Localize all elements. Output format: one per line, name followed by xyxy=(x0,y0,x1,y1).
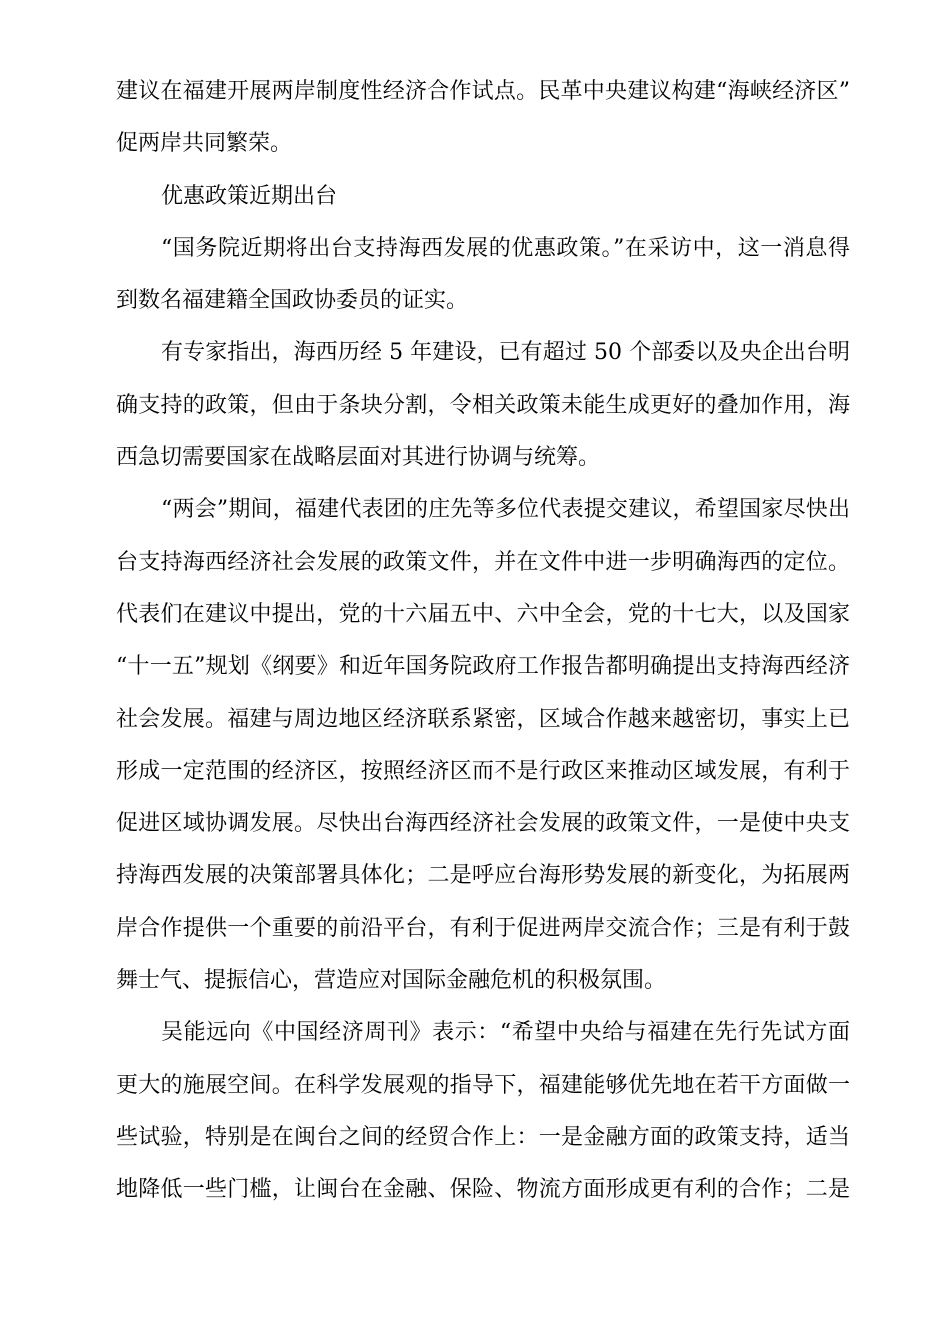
text-line: 岸合作提供一个重要的前沿平台，有利于促进两岸交流合作；三是有利于鼓 xyxy=(116,915,850,941)
text-line: 建议在福建开展两岸制度性经济合作试点。民革中央建议构建“海峡经济区” xyxy=(116,79,850,104)
text-line: 有专家指出，海西历经 5 年建设，已有超过 50 个部委以及央企出台明 xyxy=(161,340,850,366)
text-line: 形成一定范围的经济区，按照经济区而不是行政区来推动区域发展，有利于 xyxy=(116,758,850,784)
text-line: 确支持的政策，但由于条块分割，令相关政策未能生成更好的叠加作用，海 xyxy=(116,392,850,418)
text-line: 些试验，特别是在闽台之间的经贸合作上：一是金融方面的政策支持，适当 xyxy=(116,1124,850,1150)
text-line: 吴能远向《中国经济周刊》表示：“希望中央给与福建在先行先试方面 xyxy=(161,1020,850,1046)
section-heading: 优惠政策近期出台 xyxy=(161,183,338,209)
text-line: 促两岸共同繁荣。 xyxy=(116,131,293,157)
text-line: 西急切需要国家在战略层面对其进行协调与统筹。 xyxy=(116,445,601,471)
text-line: 更大的施展空间。在科学发展观的指导下，福建能够优先地在若干方面做一 xyxy=(116,1072,850,1098)
text-line: 到数名福建籍全国政协委员的证实。 xyxy=(116,288,469,314)
text-line: 代表们在建议中提出，党的十六届五中、六中全会，党的十七大，以及国家 xyxy=(116,601,850,627)
text-line: 台支持海西经济社会发展的政策文件，并在文件中进一步明确海西的定位。 xyxy=(116,549,850,575)
text-line: 地降低一些门槛，让闽台在金融、保险、物流方面形成更有利的合作；二是 xyxy=(116,1177,850,1203)
text-line: “国务院近期将出台支持海西发展的优惠政策。”在采访中，这一消息得 xyxy=(161,235,850,261)
text-line: 舞士气、提振信心，营造应对国际金融危机的积极氛围。 xyxy=(116,968,667,994)
text-line: “十一五”规划《纲要》和近年国务院政府工作报告都明确提出支持海西经济 xyxy=(116,654,850,680)
text-line: “两会”期间，福建代表团的庄先等多位代表提交建议，希望国家尽快出 xyxy=(161,497,850,523)
document-page xyxy=(116,66,850,1217)
text-line: 社会发展。福建与周边地区经济联系紧密，区域合作越来越密切，事实上已 xyxy=(116,706,850,732)
text-line: 持海西发展的决策部署具体化；二是呼应台海形势发展的新变化，为拓展两 xyxy=(116,863,850,889)
text-line: 促进区域协调发展。尽快出台海西经济社会发展的政策文件，一是使中央支 xyxy=(116,811,850,837)
